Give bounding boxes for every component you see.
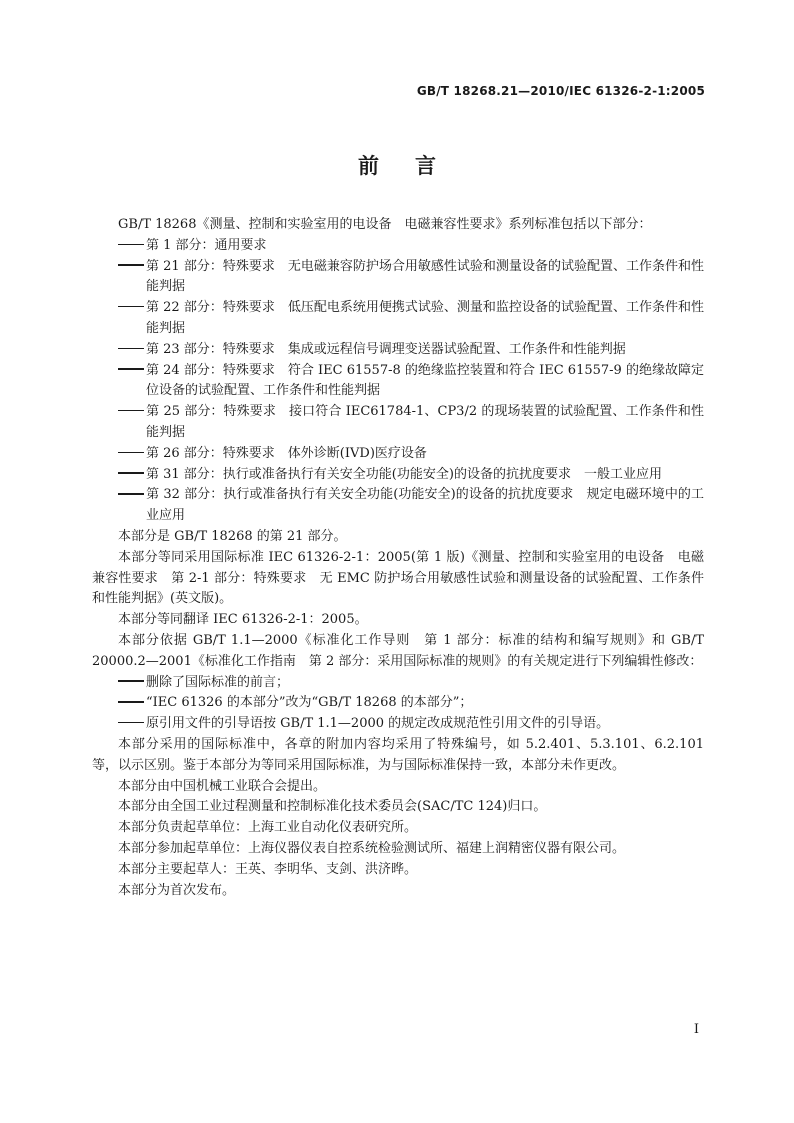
edits-list [92,673,704,735]
dash-marker [118,465,146,486]
list-item: 第 1 部分：通用要求 [92,236,704,257]
paragraph: 本部分由全国工业过程测量和控制标准化技术委员会(SAC/TC 124)归口。 [118,799,547,815]
paragraph: 本部分采用的国际标准中，各章的附加内容均采用了特殊编号，如 5.2.401、5.3.101、6.2.101 等，以示区别。鉴于本部分为等同采用国际标准，为与国际标准保持一致，本部分未作更改。 [92,736,704,773]
list-item: 第 23 部分：特殊要求 集成或远程信号调理变送器试验配置、工作条件和性能判据 [92,340,704,361]
list-item: 第 21 部分：特殊要求 无电磁兼容防护场合用敏感性试验和测量设备的试验配置、工作条件和性能判据 [92,257,704,299]
paragraph: 本部分参加起草单位：上海仪器仪表自控系统检验测试所、福建上润精密仪器有限公司。 [118,840,626,856]
intro-paragraph: GB/T 18268《测量、控制和实验室用的电设备 电磁兼容性要求》系列标准包括以下部分： [118,217,652,232]
dash-marker [118,402,146,423]
paragraph: 本部分等同翻译 IEC 61326-2-1：2005。 [118,612,368,628]
paragraph: 本部分由中国机械工业联合会提出。 [118,778,327,794]
list-item: 删除了国际标准的前言； [92,673,704,694]
dash-marker [118,257,146,278]
paragraph: 本部分为首次发布。 [118,882,236,898]
paragraph: 本部分主要起草人：王英、李明华、支剑、洪济晔。 [118,861,418,877]
list-item: 第 24 部分：特殊要求 符合 IEC 61557-8 的绝缘监控装置和符合 IEC 61557-9 的绝缘故障定位设备的试验配置、工作条件和性能判据 [92,361,704,403]
paragraph: 本部分是 GB/T 18268 的第 21 部分。 [118,528,347,544]
list-item: 第 26 部分：特殊要求 体外诊断(IVD)医疗设备 [92,444,704,465]
list-item: 原引用文件的引导语按 GB/T 1.1—2000 的规定改成规范性引用文件的引导语。 [92,714,704,735]
parts-list [92,236,704,527]
paragraph: 本部分等同采用国际标准 IEC 61326-2-1：2005(第 1 版)《测量、控制和实验室用的电设备 电磁兼容性要求 第 2-1 部分：特殊要求 无 EMC 防护场合用敏感性试验和测量设备的试验配置、工作条件和性能判据》(英文版)。 [92,549,704,607]
page-number: I [693,1022,699,1037]
foreword-body [92,215,704,901]
list-item: 第 22 部分：特殊要求 低压配电系统用便携式试验、测量和监控设备的试验配置、工作条件和性能判据 [92,298,704,340]
dash-marker [118,298,146,319]
dash-marker [118,673,146,694]
dash-marker [118,340,146,361]
list-item: 第 32 部分：执行或准备执行有关安全功能(功能安全)的设备的抗扰度要求 规定电磁环境中的工业应用 [92,485,704,527]
list-item: 第 31 部分：执行或准备执行有关安全功能(功能安全)的设备的抗扰度要求 一般工业应用 [92,465,704,486]
dash-marker [118,361,146,382]
dash-marker [118,714,146,735]
standard-code-header: GB/T 18268.21—2010/IEC 61326-2-1:2005 [416,84,705,98]
paragraph: 本部分负责起草单位：上海工业自动化仪表研究所。 [118,820,418,836]
dash-marker [118,236,146,257]
list-item: 第 25 部分：特殊要求 接口符合 IEC61784-1、CP3/2 的现场装置的试验配置、工作条件和性能判据 [92,402,704,444]
dash-marker [118,693,146,714]
page-title: 前言 [358,154,472,178]
dash-marker [118,485,146,506]
list-item: “IEC 61326 的本部分”改为“GB/T 18268 的本部分”； [92,693,704,714]
paragraph: 本部分依据 GB/T 1.1—2000《标准化工作导则 第 1 部分：标准的结构和编写规则》和 GB/T 20000.2—2001《标准化工作指南 第 2 部分：采用国际标准的规则》的有关规定进行下列编辑性修改： [92,632,704,669]
dash-marker [118,444,146,465]
